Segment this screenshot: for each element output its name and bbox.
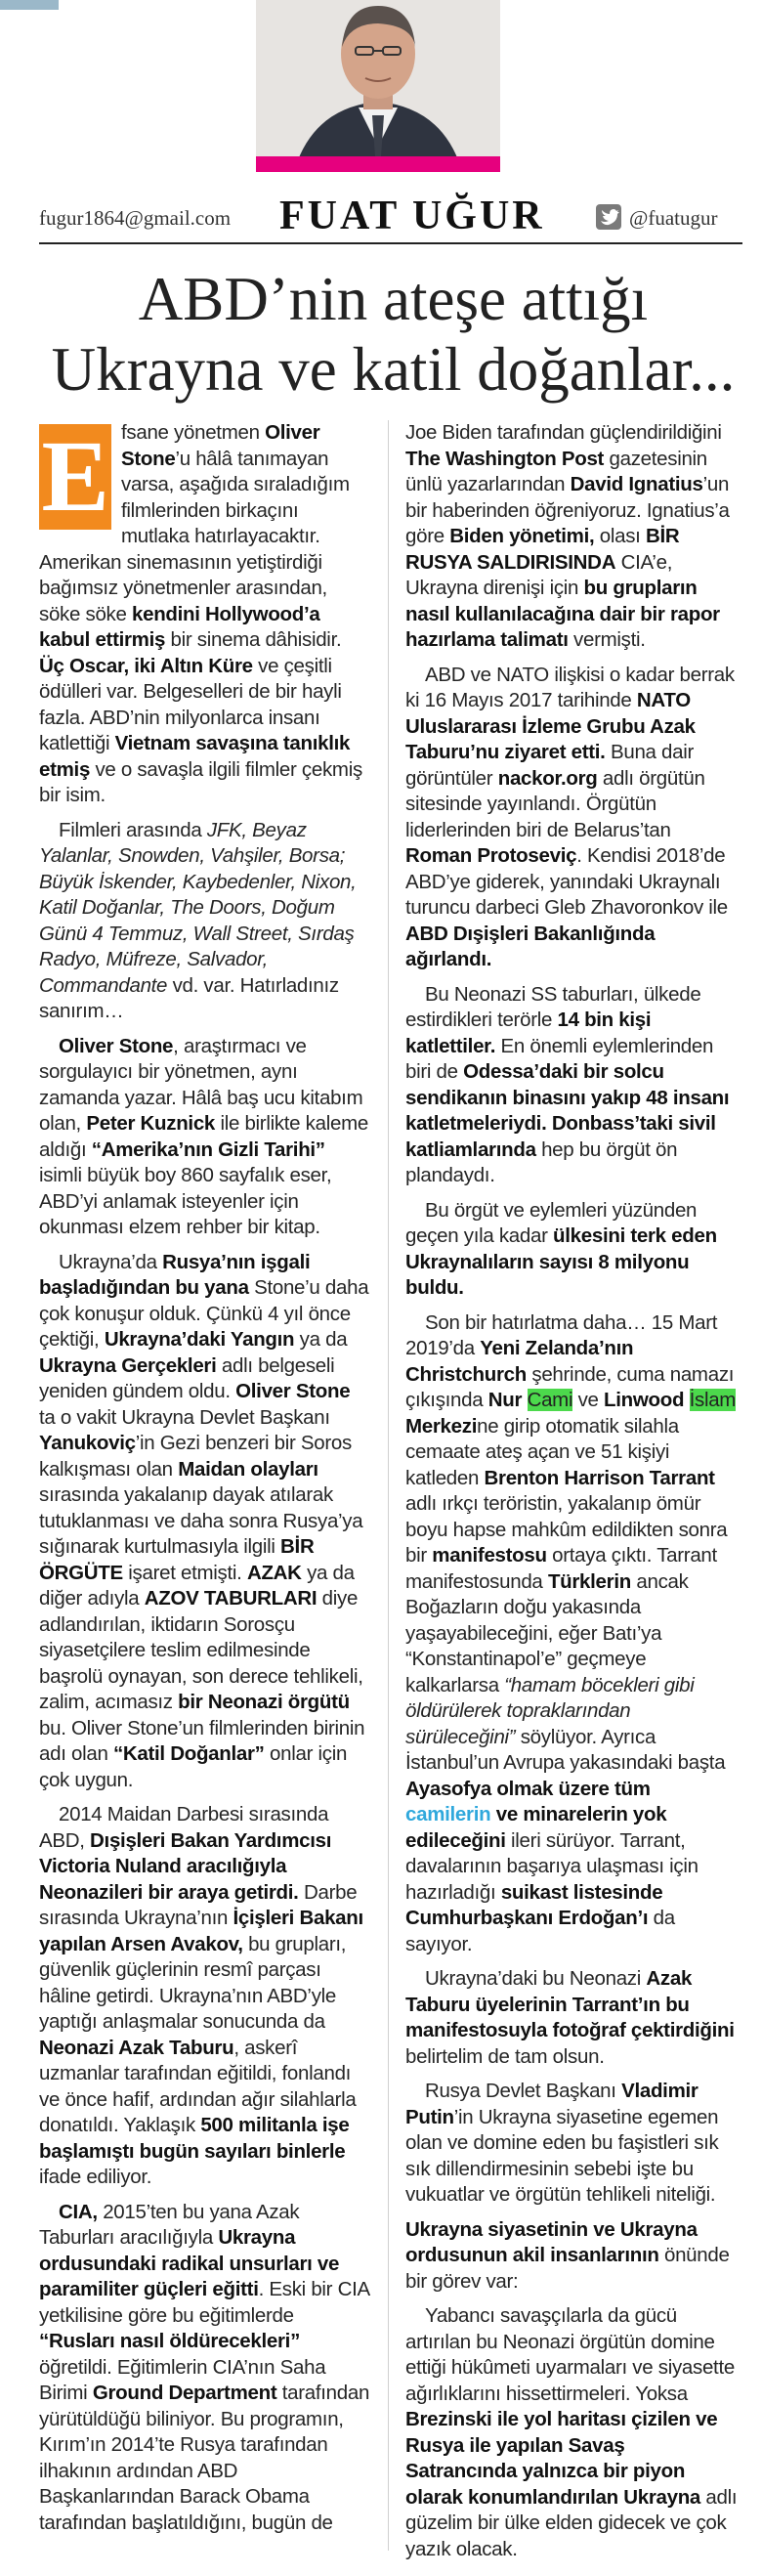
paragraph: Bu örgüt ve eylemleri yüzünden geçen yıla kadar ülkesini terk eden Ukraynalıların sayısı 8 milyonu buldu. [405,1198,717,1299]
headline [39,264,747,405]
byline [39,191,742,238]
twitter-icon [596,204,621,230]
column-divider [388,420,389,2551]
paragraph: Son bir hatırlatma daha… 15 Mart 2019’da Yeni Zelanda’nın Christchurch şehrinde, cuma namazı çıkışında Nur Cami ve Linwood İslam Merkezine girip otomatik silahla cemaate ateş açan ve 51 kişiyi katleden Brenton Harrison Tarrant adlı ırkçı teröristin, yakalanıp ömür boyu hapse mahkûm edildikten sonra bir manifestosu ortaya çıktı. Tarrant manifestosunda Türklerin ancak Boğazların doğu yakasında yaşayabileceğini, eğer Batı’ya “Konstantinapol’e” geçmeye kalkarlarsa “hamam böcekleri gibi öldürülerek topraklarından sürüleceğini” söylüyor. Ayrıca İstanbul’un Avrupa yakasındaki başta Ayasofya olmak üzere tüm camilerin ve minarelerin yok edileceğini ileri sürüyor. Tarrant, davalarının başarıya ulaşması için hazırladığı suikast listesinde Cumhurbaşkanı Erdoğan’ı da sayıyor. [405,1310,737,1955]
paragraph: Ukrayna’da Rusya’nın işgali başladığından bu yana Stone’u daha çok konuşur olduk. Çünkü 4 yıl önce çektiği, Ukrayna’daki Yangın ya da Ukrayna Gerçekleri adlı belgeseli yeniden gündem oldu. Oliver Stone ta o vakit Ukrayna Devlet Başkanı Yanukoviç’in Gezi benzeri bir Soros kalkışması olan Maidan olayları sırasında yakalanıp dayak atılarak tutuklanması ve daha sonra Rusya’ya sığınarak kurtulmasıyla ilgili BİR ÖRGÜTE işaret etmişti. AZAK ya da diğer adıyla AZOV TABURLARI diye adlandırılan, iktidarın Sorosçu siyasetçilere teslim edilmesinde başrolü oynayan, son derece tehlikeli, zalim, acımasız bir Neonazi örgütü bu. Oliver Stone’un filmlerinden birinin adı olan “Katil Doğanlar” onlar için çok uygun. [39,1250,369,1791]
headline-line-2: Ukrayna ve katil doğanlar... [51,335,736,404]
subheading: Ukrayna siyasetinin ve Ukrayna ordusunun akil insanlarının önünde bir görev var: [405,2217,730,2293]
paragraph: Rusya Devlet Başkanı Vladimir Putin’in Ukrayna siyasetine egemen olan ve domine eden bu faşistleri sık sık dillendirmesinin sebebi işte bu vukuatlar ve örgütün tehlikeli niteliği. [405,2080,719,2206]
author-photo [256,0,500,168]
paragraph: Filmleri arasında JFK, Beyaz Yalanlar, Snowden, Vahşiler, Borsa; Büyük İskender, Kaybedenler, Nixon, Katil Doğanlar, The Doors, Doğum Günü 4 Temmuz, Wall Street, Sırdaş Radyo, Müfreze, Salvador, Commandante vd. var. Hatırladınız sanırım… [39,818,357,1022]
headline-line-1: ABD’nin ateşe attığı [138,265,649,333]
paragraph: E fsane yönetmen Oliver Stone’u hâlâ tanımayan varsa, aşağıda sıraladığım filmlerinden birkaçını mutlaka hatırlayacaktır. Amerikan sinemasının yetiştirdiği bağımsız yönetmenler arasından, söke söke kendini Hollywood’a kabul ettirmiş bir sinema dâhisidir. Üç Oscar, iki Altın Küre ve çeşitli ödülleri var. Belgeselleri de bir hayli fazla. ABD’nin milyonlarca insanı katlettiği Vietnam savaşına tanıklık etmiş ve o savaşla ilgili filmler çekmiş bir isim. [39,420,362,806]
accent-bar [256,156,500,172]
top-corner-strip [0,0,59,10]
paragraph: Bu Neonazi SS taburları, ülkede estirdikleri terörle 14 bin kişi katlettiler. En önemli eylemlerinden biri de Odessa’daki bir solcu sendikanın binasını yakıp 48 insanı katletmeleriydi. Donbass’taki sivil katliamlarında hep bu örgüt ön plandaydı. [405,982,730,1186]
author-name: FUAT UĞUR [279,193,545,238]
paragraph: 2014 Maidan Darbesi sırasında ABD, Dışişleri Bakan Yardımcısı Victoria Nuland aracılığıyla Neonazileri bir araya getirdi. Darbe sırasında Ukrayna’nın İçişleri Bakanı yapılan Arsen Avakov, bu grupları, güvenlik güçlerinin resmî parçası hâline getirdi. Ukrayna’nın ABD’yle yaptığı anlaşmalar sonucunda da Neonazi Azak Taburu, askerî uzmanlar tarafından eğitildi, fonlandı ve önce hafif, ardından ağır silahlarla donatıldı. Yaklaşık 500 militanla işe başlamıştı bugün sayıları binlerle ifade ediliyor. [39,1803,363,2188]
highlighted-word: Cami [527,1389,573,1411]
paragraph: ABD ve NATO ilişkisi o kadar berrak ki 16 Mayıs 2017 tarihinde NATO Uluslararası İzleme Grubu Azak Taburu’nu ziyaret etti. Buna dair görüntüler nackor.org adlı örgütün sitesinde yayınlandı. Örgütün liderlerinden biri de Belarus’tan Roman Protoseviç. Kendisi 2018’de ABD’ye giderek, yanındaki Ukraynalı turuncu darbeci Gleb Zhavoronkov ile ABD Dışişleri Bakanlığında ağırlandı. [405,663,735,970]
paragraph: CIA, 2015’ten bu yana Azak Taburları aracılığıyla Ukrayna ordusundaki radikal unsurları ve paramiliter güçleri eğitti. Eski bir CIA yetkilisine göre bu eğitimlerde “Rusları nasıl öldürecekleri” öğretildi. Eğitimlerin CIA’nın Saha Birimi Ground Department tarafından yürütüldüğü biliniyor. Bu programın, Kırım’ın 2014’te Rusya tarafından ilhakının ardından ABD Başkanlarından Barack Obama tarafından başlatıldığını, bugün de [39,2200,370,2534]
drop-cap: E [39,424,111,530]
paragraph: Oliver Stone, araştırmacı ve sorgulayıcı bir yönetmen, aynı zamanda yazar. Hâlâ baş ucu kitabım olan, Peter Kuznick ile birlikte kaleme aldığı “Amerika’nın Gizli Tarihi” isimli büyük boy 860 sayfalık eser, ABD’yi anlamak isteyenler için okunması elzem rehber bir kitap. [39,1034,368,1238]
author-email[interactable]: fugur1864@gmail.com [39,206,232,230]
highlighted-word: İslam [689,1389,737,1411]
right-column [405,420,738,2571]
paragraph: Ukrayna’daki bu Neonazi Azak Taburu üyelerinin Tarrant’ın bu manifestosuyla fotoğraf çektirdiğini belirtelim de tam olsun. [405,1967,735,2068]
paragraph: Joe Biden tarafından güçlendirildiğini The Washington Post gazetesinin ünlü yazarlarından David Ignatius’un bir haberinden öğreniyoruz. Ignatius’a göre Biden yönetimi, olası BİR RUSYA SALDIRISINDA CIA’e, Ukrayna direnişi için bu grupların nasıl kullanılacağına dair bir rapor hazırlama talimatı vermişti. [405,421,730,651]
highlighted-word: camilerin [405,1803,491,1825]
header-rule [39,242,742,244]
twitter-handle[interactable]: @fuatugur [629,206,718,230]
left-column [39,420,371,2545]
paragraph: Yabancı savaşçılarla da gücü artırılan bu Neonazi örgütün domine ettiği hükûmeti uyarmaları ve siyasette ağırlıklarını hissettirmeleri. Yoksa Brezinski ile yol haritası çizilen ve Rusya ile yapılan Savaş Satrancında yalnızca bir piyon olarak konumlandırılan Ukrayna adlı güzelim bir ülke elden gidecek ve çok yazık olacak. [405,2304,738,2560]
